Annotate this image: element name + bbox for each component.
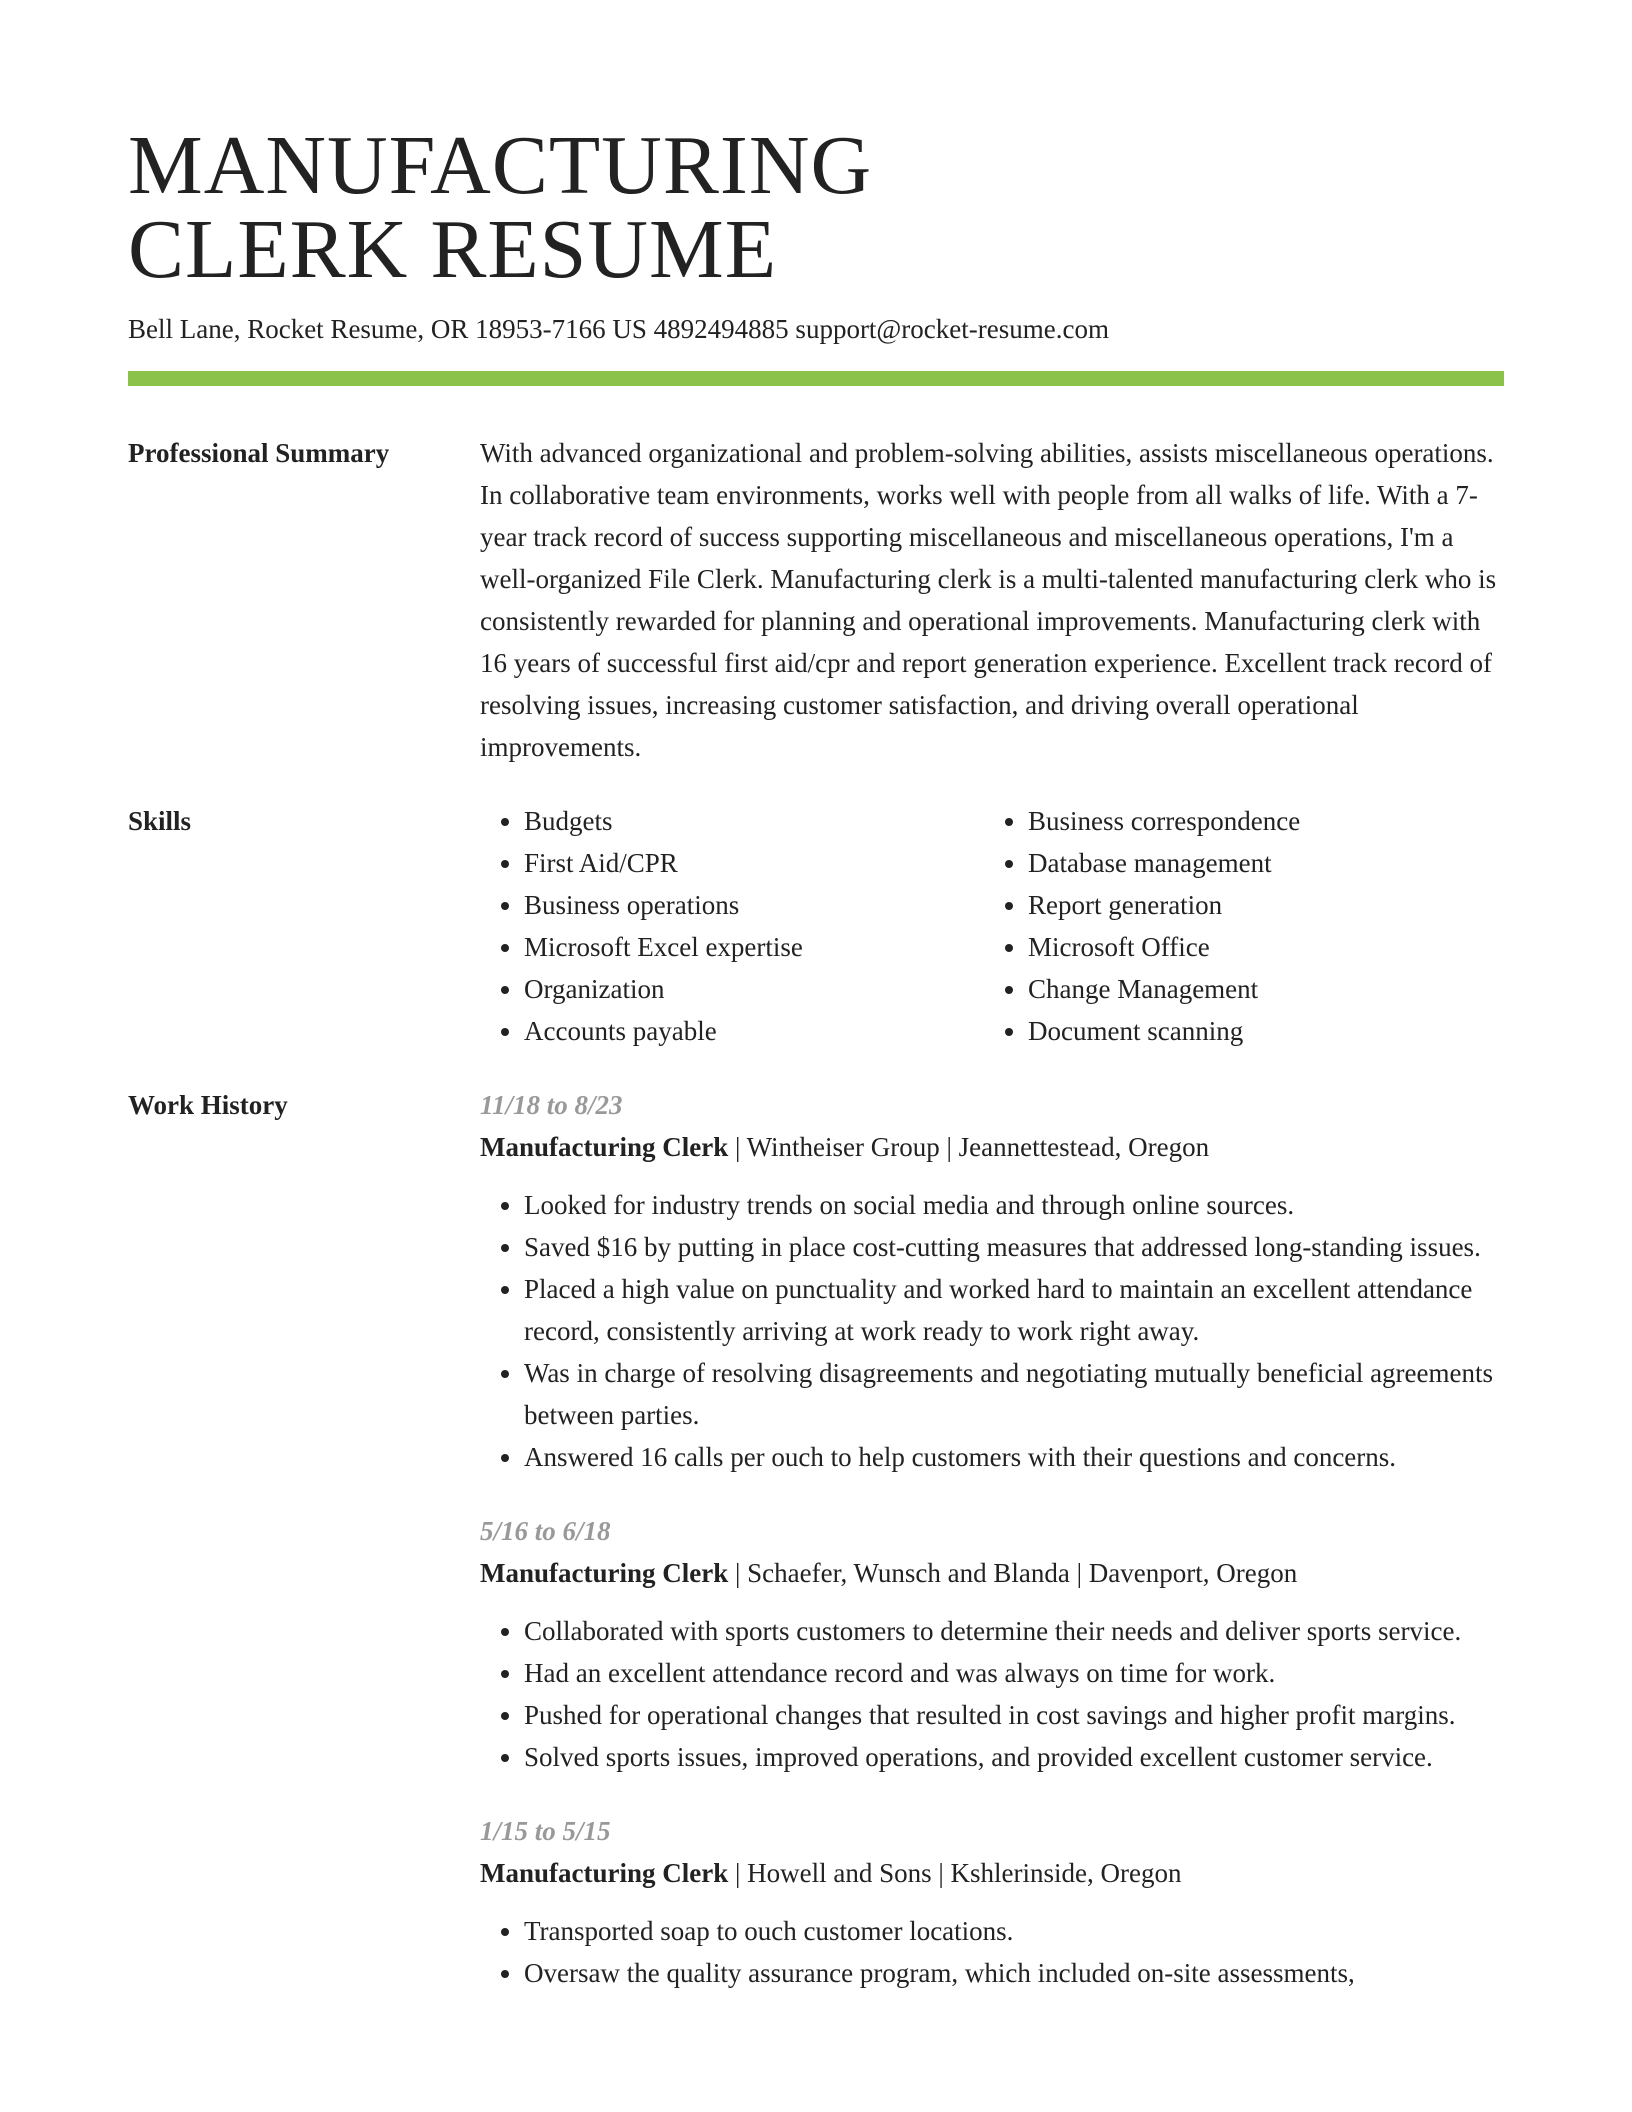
job-bullets — [480, 1910, 1504, 1994]
job-date: 1/15 to 5/15 — [480, 1816, 611, 1846]
job-employer-location: | Wintheiser Group | Jeannettestead, Oregon — [728, 1132, 1210, 1162]
skill-item: • Change Management — [1028, 968, 1488, 1010]
skill-item: • Document scanning — [1028, 1010, 1488, 1052]
job-bullet: • Pushed for operational changes that resulted in cost savings and higher profit margins. — [524, 1694, 1504, 1736]
skills-list-right — [984, 800, 1488, 1052]
job-title-line — [480, 1552, 1504, 1594]
job-entry — [480, 1810, 1504, 1994]
job-title: Manufacturing Clerk — [480, 1132, 729, 1162]
job-bullet: • Saved $16 by putting in place cost-cutting measures that addressed long-standing issues. — [524, 1226, 1504, 1268]
job-bullet: • Was in charge of resolving disagreements and negotiating mutually beneficial agreements between parties. — [524, 1352, 1504, 1436]
accent-divider — [128, 371, 1504, 386]
job-bullets — [480, 1184, 1504, 1478]
contact-info: Bell Lane, Rocket Resume, OR 18953-7166 US 4892494885 support@rocket-resume.com — [128, 314, 1109, 344]
resume-title — [128, 119, 1504, 296]
title-line-1: MANUFACTURING — [128, 119, 873, 212]
job-entry — [480, 1084, 1504, 1478]
job-bullet: • Answered 16 calls per ouch to help customers with their questions and concerns. — [524, 1436, 1504, 1478]
job-title-line — [480, 1126, 1504, 1168]
skill-item: • Budgets — [524, 800, 984, 842]
job-bullet: • Had an excellent attendance record and was always on time for work. — [524, 1652, 1504, 1694]
skill-item: • Report generation — [1028, 884, 1488, 926]
skills-section — [128, 800, 1504, 1052]
skill-item: • Microsoft Excel expertise — [524, 926, 984, 968]
skills-list-left — [480, 800, 984, 1052]
job-bullet: • Looked for industry trends on social media and through online sources. — [524, 1184, 1504, 1226]
resume-header — [128, 119, 1504, 346]
skill-item: • Accounts payable — [524, 1010, 984, 1052]
skill-item: • First Aid/CPR — [524, 842, 984, 884]
summary-section — [128, 432, 1504, 768]
skill-item: • Business operations — [524, 884, 984, 926]
job-bullet: • Transported soap to ouch customer locations. — [524, 1910, 1504, 1952]
job-bullet: • Placed a high value on punctuality and worked hard to maintain an excellent attendance record, consistently arriving at work ready to work right away. — [524, 1268, 1504, 1352]
skill-item: • Business correspondence — [1028, 800, 1488, 842]
skills-heading: Skills — [128, 806, 192, 836]
job-employer-location: | Schaefer, Wunsch and Blanda | Davenport, Oregon — [728, 1558, 1298, 1588]
job-title: Manufacturing Clerk — [480, 1558, 729, 1588]
job-entry — [480, 1510, 1504, 1778]
job-employer-location: | Howell and Sons | Kshlerinside, Oregon — [728, 1858, 1182, 1888]
job-title: Manufacturing Clerk — [480, 1858, 729, 1888]
work-history-heading: Work History — [128, 1090, 288, 1120]
title-line-2: CLERK RESUME — [128, 203, 778, 296]
job-date: 5/16 to 6/18 — [480, 1516, 611, 1546]
job-bullets — [480, 1610, 1504, 1778]
skill-item: • Database management — [1028, 842, 1488, 884]
skill-item: • Organization — [524, 968, 984, 1010]
skill-item: • Microsoft Office — [1028, 926, 1488, 968]
summary-heading: Professional Summary — [128, 438, 390, 468]
job-title-line — [480, 1852, 1504, 1894]
job-bullet: • Solved sports issues, improved operations, and provided excellent customer service. — [524, 1736, 1504, 1778]
summary-text: With advanced organizational and problem-solving abilities, assists miscellaneous operations. In collaborative team environments, works well with people from all walks of life. With a 7-year track record of success supporting miscellaneous and miscellaneous operations, I'm a well-organized File Clerk. Manufacturing clerk is a multi-talented manufacturing clerk who is consistently rewarded for planning and operational improvements. Manufacturing clerk with 16 years of successful first aid/cpr and report generation experience. Excellent track record of resolving issues, increasing customer satisfaction, and driving overall operational improvements. — [480, 438, 1497, 762]
job-bullet: • Collaborated with sports customers to determine their needs and deliver sports service. — [524, 1610, 1504, 1652]
job-date: 11/18 to 8/23 — [480, 1090, 623, 1120]
job-bullet: • Oversaw the quality assurance program, which included on-site assessments, — [524, 1952, 1504, 1994]
work-history-section — [128, 1084, 1504, 2026]
